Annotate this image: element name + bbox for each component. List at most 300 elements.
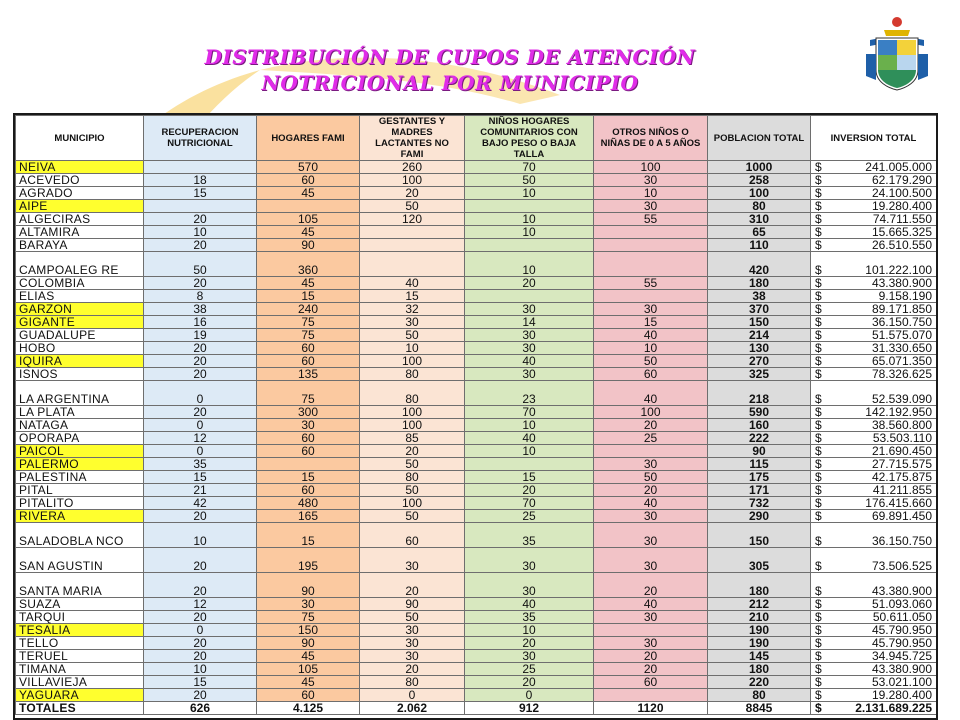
currency-symbol: $ <box>815 559 822 573</box>
cell-gestantes: 90 <box>360 598 465 611</box>
table-row <box>16 419 937 432</box>
cell-hogares-fami: 45 <box>257 187 360 200</box>
inversion-amount: 62.179.290 <box>871 173 932 187</box>
cell-hogares-fami: 195 <box>257 548 360 573</box>
cell-otros-ninos <box>594 290 708 303</box>
cell-otros-ninos: 30 <box>594 548 708 573</box>
currency-symbol: $ <box>815 584 822 598</box>
cell-otros-ninos: 30 <box>594 637 708 650</box>
cell-otros-ninos: 20 <box>594 650 708 663</box>
currency-symbol: $ <box>815 457 822 471</box>
cell-poblacion: 175 <box>708 471 811 484</box>
cell-municipio: AGRADO <box>16 187 144 200</box>
cell-inversion <box>811 213 937 226</box>
currency-symbol: $ <box>815 649 822 663</box>
cell-gestantes: 50 <box>360 510 465 523</box>
cell-recuperacion: 20 <box>144 406 257 419</box>
cell-gestantes: 30 <box>360 637 465 650</box>
cell-gestantes: 30 <box>360 650 465 663</box>
cell-recuperacion: 20 <box>144 689 257 702</box>
cell-ninos-hogares: 50 <box>465 174 594 187</box>
cell-municipio: ALGECIRAS <box>16 213 144 226</box>
cell-poblacion: 180 <box>708 573 811 598</box>
cell-hogares-fami: 150 <box>257 624 360 637</box>
table-row <box>16 573 937 598</box>
cell-recuperacion: 10 <box>144 663 257 676</box>
cell-otros-ninos <box>594 252 708 277</box>
inversion-amount: 51.575.070 <box>871 328 932 342</box>
inversion-amount: 43.380.900 <box>871 662 932 676</box>
cell-inversion <box>811 650 937 663</box>
cell-otros-ninos: 55 <box>594 213 708 226</box>
cell-otros-ninos <box>594 445 708 458</box>
cell-recuperacion: 0 <box>144 419 257 432</box>
cell-municipio: LA PLATA <box>16 406 144 419</box>
cell-poblacion: 590 <box>708 406 811 419</box>
table-row <box>16 445 937 458</box>
inversion-amount: 43.380.900 <box>871 276 932 290</box>
currency-symbol: $ <box>815 675 822 689</box>
cell-hogares-fami: 165 <box>257 510 360 523</box>
cell-poblacion: 115 <box>708 458 811 471</box>
cell-inversion <box>811 277 937 290</box>
inversion-amount: 89.171.850 <box>871 302 932 316</box>
currency-symbol: $ <box>815 405 822 419</box>
inversion-amount: 53.503.110 <box>872 431 932 445</box>
table-header-row <box>16 116 937 161</box>
cell-hogares-fami: 30 <box>257 419 360 432</box>
cell-gestantes <box>360 239 465 252</box>
table-row <box>16 484 937 497</box>
currency-symbol: $ <box>815 238 822 252</box>
cell-poblacion: 222 <box>708 432 811 445</box>
table-row <box>16 548 937 573</box>
cell-otros-ninos: 60 <box>594 676 708 689</box>
cell-inversion <box>811 419 937 432</box>
inversion-amount: 241.005.000 <box>865 160 932 174</box>
cell-gestantes <box>360 226 465 239</box>
cell-municipio: PALERMO <box>16 458 144 471</box>
table-row <box>16 252 937 277</box>
cell-hogares-fami: 60 <box>257 689 360 702</box>
currency-symbol: $ <box>815 276 822 290</box>
cell-ninos-hogares: 30 <box>465 329 594 342</box>
cell-otros-ninos: 20 <box>594 419 708 432</box>
cell-hogares-fami: 75 <box>257 329 360 342</box>
cell-inversion <box>811 497 937 510</box>
cell-hogares-fami: 45 <box>257 650 360 663</box>
table-row <box>16 676 937 689</box>
inversion-amount: 50.611.050 <box>872 610 932 624</box>
currency-symbol: $ <box>815 623 822 637</box>
cell-hogares-fami: 15 <box>257 523 360 548</box>
table-row <box>16 368 937 381</box>
cell-inversion <box>811 187 937 200</box>
cell-poblacion: 160 <box>708 419 811 432</box>
cell-poblacion: 100 <box>708 187 811 200</box>
table-row <box>16 624 937 637</box>
cell-ninos-hogares: 70 <box>465 497 594 510</box>
cell-gestantes: 100 <box>360 497 465 510</box>
inversion-amount: 45.790.950 <box>871 623 932 637</box>
table-row <box>16 355 937 368</box>
cell-gestantes: 30 <box>360 316 465 329</box>
cell-poblacion: 130 <box>708 342 811 355</box>
cell-municipio: HOBO <box>16 342 144 355</box>
header-poblacion: POBLACION TOTAL <box>708 116 811 161</box>
cell-otros-ninos <box>594 226 708 239</box>
cell-hogares-fami: 240 <box>257 303 360 316</box>
inversion-amount: 176.415.660 <box>865 496 932 510</box>
cell-ninos-hogares: 40 <box>465 355 594 368</box>
cell-recuperacion: 20 <box>144 239 257 252</box>
cell-ninos-hogares: 20 <box>465 484 594 497</box>
inversion-amount: 142.192.950 <box>865 405 932 419</box>
cell-recuperacion <box>144 161 257 174</box>
cell-otros-ninos: 100 <box>594 406 708 419</box>
cell-recuperacion: 12 <box>144 432 257 445</box>
cell-ninos-hogares: 25 <box>465 510 594 523</box>
cell-municipio: BARAYA <box>16 239 144 252</box>
cell-recuperacion: 18 <box>144 174 257 187</box>
inversion-amount: 42.175.875 <box>871 470 932 484</box>
cell-hogares-fami: 60 <box>257 355 360 368</box>
cell-recuperacion: 20 <box>144 368 257 381</box>
cell-otros-ninos: 30 <box>594 303 708 316</box>
currency-symbol: $ <box>815 701 822 715</box>
table-row <box>16 471 937 484</box>
cell-otros-ninos: 60 <box>594 368 708 381</box>
cell-recuperacion: 16 <box>144 316 257 329</box>
cell-ninos-hogares: 0 <box>465 689 594 702</box>
currency-symbol: $ <box>815 186 822 200</box>
table-row <box>16 510 937 523</box>
cell-inversion <box>811 676 937 689</box>
cell-inversion <box>811 484 937 497</box>
cell-municipio: PALESTINA <box>16 471 144 484</box>
currency-symbol: $ <box>815 636 822 650</box>
inversion-amount: 52.539.090 <box>871 392 932 406</box>
cell-hogares-fami: 30 <box>257 598 360 611</box>
table-row <box>16 290 937 303</box>
table-row <box>16 200 937 213</box>
header-inversion: INVERSION TOTAL <box>811 116 937 161</box>
currency-symbol: $ <box>815 263 822 277</box>
cell-hogares-fami: 45 <box>257 226 360 239</box>
inversion-amount: 27.715.575 <box>871 457 932 471</box>
cell-ninos-hogares: 25 <box>465 663 594 676</box>
cell-recuperacion: 15 <box>144 471 257 484</box>
cell-municipio: OPORAPA <box>16 432 144 445</box>
currency-symbol: $ <box>815 289 822 303</box>
cell-gestantes: 120 <box>360 213 465 226</box>
inversion-amount: 78.326.625 <box>871 367 932 381</box>
cell-inversion <box>811 510 937 523</box>
cell-inversion <box>811 573 937 598</box>
inversion-amount: 38.560.800 <box>871 418 932 432</box>
cell-hogares-fami: 90 <box>257 573 360 598</box>
cell-inversion <box>811 458 937 471</box>
cell-municipio: CAMPOALEG RE <box>16 252 144 277</box>
cell-hogares-fami: 480 <box>257 497 360 510</box>
cell-otros-ninos <box>594 689 708 702</box>
currency-symbol: $ <box>815 173 822 187</box>
cell-otros-ninos: 20 <box>594 663 708 676</box>
header-recuperacion: RECUPERACION NUTRICIONAL <box>144 116 257 161</box>
inversion-amount: 69.891.450 <box>871 509 932 523</box>
cell-gestantes: 30 <box>360 548 465 573</box>
cell-inversion <box>811 342 937 355</box>
cell-inversion <box>811 523 937 548</box>
cell-otros-ninos: 15 <box>594 316 708 329</box>
cell-municipio: VILLAVIEJA <box>16 676 144 689</box>
cell-otros-ninos: 40 <box>594 598 708 611</box>
title-line-2: NOTRICIONAL POR MUNICIPIO <box>261 71 639 95</box>
cell-inversion <box>811 161 937 174</box>
cell-poblacion: 325 <box>708 368 811 381</box>
cell-ninos-hogares: 30 <box>465 650 594 663</box>
cell-recuperacion: 20 <box>144 650 257 663</box>
cell-otros-ninos: 40 <box>594 329 708 342</box>
cell-recuperacion <box>144 200 257 213</box>
cell-municipio: TIMANA <box>16 663 144 676</box>
cell-hogares-fami: 75 <box>257 381 360 406</box>
cell-inversion <box>811 663 937 676</box>
cell-gestantes: 10 <box>360 342 465 355</box>
cell-inversion <box>811 290 937 303</box>
cell-hogares-fami: 570 <box>257 161 360 174</box>
cell-gestantes: 20 <box>360 445 465 458</box>
cell-otros-ninos: 10 <box>594 342 708 355</box>
cell-otros-ninos: 40 <box>594 497 708 510</box>
currency-symbol: $ <box>815 610 822 624</box>
cell-recuperacion: 8 <box>144 290 257 303</box>
cell-ninos-hogares: 70 <box>465 406 594 419</box>
cell-ninos-hogares: 30 <box>465 368 594 381</box>
cell-municipio: LA ARGENTINA <box>16 381 144 406</box>
inversion-amount: 19.280.400 <box>871 199 932 213</box>
cell-inversion <box>811 624 937 637</box>
cell-otros-ninos: 20 <box>594 573 708 598</box>
currency-symbol: $ <box>815 199 822 213</box>
cell-poblacion: 80 <box>708 689 811 702</box>
header-ninos-hogares: NIÑOS HOGARES COMUNITARIOS CON BAJO PESO O BAJA TALLA <box>465 116 594 161</box>
cell-recuperacion: 42 <box>144 497 257 510</box>
cell-municipio: SANTA MARIA <box>16 573 144 598</box>
cell-gestantes: 50 <box>360 611 465 624</box>
header-hogares-fami: HOGARES FAMI <box>257 116 360 161</box>
table-row <box>16 523 937 548</box>
cell-otros-ninos: 10 <box>594 187 708 200</box>
cell-ninos-hogares: 14 <box>465 316 594 329</box>
currency-symbol: $ <box>815 302 822 316</box>
cell-poblacion: 190 <box>708 637 811 650</box>
cell-total-hogares-fami: 4.125 <box>257 702 360 715</box>
cell-hogares-fami <box>257 200 360 213</box>
cell-gestantes: 100 <box>360 174 465 187</box>
cell-ninos-hogares: 10 <box>465 226 594 239</box>
cell-gestantes: 80 <box>360 676 465 689</box>
table-row <box>16 406 937 419</box>
cell-poblacion: 110 <box>708 239 811 252</box>
cell-hogares-fami: 75 <box>257 316 360 329</box>
cell-recuperacion: 0 <box>144 624 257 637</box>
inversion-amount: 2.131.689.225 <box>855 701 932 715</box>
cell-recuperacion: 20 <box>144 637 257 650</box>
cell-recuperacion: 10 <box>144 226 257 239</box>
cell-hogares-fami: 75 <box>257 611 360 624</box>
cell-recuperacion: 35 <box>144 458 257 471</box>
cell-municipio: NATAGA <box>16 419 144 432</box>
cell-gestantes: 0 <box>360 689 465 702</box>
currency-symbol: $ <box>815 328 822 342</box>
currency-symbol: $ <box>815 315 822 329</box>
cell-recuperacion: 50 <box>144 252 257 277</box>
cell-hogares-fami: 105 <box>257 213 360 226</box>
cell-otros-ninos: 30 <box>594 200 708 213</box>
cell-gestantes: 50 <box>360 484 465 497</box>
cell-gestantes <box>360 252 465 277</box>
cell-inversion <box>811 445 937 458</box>
cell-ninos-hogares: 20 <box>465 676 594 689</box>
cell-gestantes: 100 <box>360 406 465 419</box>
cell-recuperacion: 20 <box>144 213 257 226</box>
cell-municipio: SAN AGUSTIN <box>16 548 144 573</box>
table-row <box>16 239 937 252</box>
inversion-amount: 34.945.725 <box>871 649 932 663</box>
header-otros-ninos: OTROS NIÑOS O NIÑAS DE 0 A 5 AÑOS <box>594 116 708 161</box>
cell-municipio: PITALITO <box>16 497 144 510</box>
table-row <box>16 598 937 611</box>
cell-poblacion: 214 <box>708 329 811 342</box>
inversion-amount: 101.222.100 <box>865 263 932 277</box>
table-row <box>16 213 937 226</box>
table-row <box>16 689 937 702</box>
cell-gestantes: 20 <box>360 187 465 200</box>
table-row <box>16 316 937 329</box>
cell-recuperacion: 0 <box>144 445 257 458</box>
inversion-amount: 21.690.450 <box>871 444 932 458</box>
cell-ninos-hogares: 15 <box>465 471 594 484</box>
cell-municipio: GARZON <box>16 303 144 316</box>
cell-ninos-hogares <box>465 458 594 471</box>
table-row <box>16 611 937 624</box>
cell-ninos-hogares: 10 <box>465 624 594 637</box>
cell-poblacion: 90 <box>708 445 811 458</box>
cell-total-otros-ninos: 1120 <box>594 702 708 715</box>
cell-ninos-hogares: 70 <box>465 161 594 174</box>
cell-otros-ninos: 50 <box>594 355 708 368</box>
cell-gestantes: 20 <box>360 573 465 598</box>
cell-inversion <box>811 368 937 381</box>
cell-otros-ninos: 20 <box>594 484 708 497</box>
cell-poblacion: 80 <box>708 200 811 213</box>
header-gestantes: GESTANTES Y MADRES LACTANTES NO FAMI <box>360 116 465 161</box>
cell-ninos-hogares: 30 <box>465 573 594 598</box>
cell-inversion <box>811 226 937 239</box>
cell-total-recuperacion: 626 <box>144 702 257 715</box>
cell-hogares-fami: 45 <box>257 277 360 290</box>
cell-poblacion: 290 <box>708 510 811 523</box>
cell-poblacion: 370 <box>708 303 811 316</box>
cell-otros-ninos: 25 <box>594 432 708 445</box>
inversion-amount: 36.150.750 <box>871 315 932 329</box>
currency-symbol: $ <box>815 392 822 406</box>
cell-inversion <box>811 702 937 715</box>
cell-total-ninos-hogares: 912 <box>465 702 594 715</box>
cell-recuperacion: 15 <box>144 187 257 200</box>
cell-hogares-fami: 60 <box>257 445 360 458</box>
inversion-amount: 31.330.650 <box>871 341 932 355</box>
table-row <box>16 277 937 290</box>
cell-hogares-fami <box>257 458 360 471</box>
cell-poblacion: 38 <box>708 290 811 303</box>
cell-municipio: YAGUARA <box>16 689 144 702</box>
cell-total-gestantes: 2.062 <box>360 702 465 715</box>
cell-total-poblacion: 8845 <box>708 702 811 715</box>
cell-gestantes: 50 <box>360 200 465 213</box>
cell-municipio: SUAZA <box>16 598 144 611</box>
table-row <box>16 432 937 445</box>
currency-symbol: $ <box>815 354 822 368</box>
cell-hogares-fami: 135 <box>257 368 360 381</box>
cell-poblacion: 218 <box>708 381 811 406</box>
table-row <box>16 303 937 316</box>
inversion-amount: 26.510.550 <box>871 238 932 252</box>
cell-inversion <box>811 406 937 419</box>
inversion-amount: 45.790.950 <box>871 636 932 650</box>
cell-ninos-hogares: 20 <box>465 277 594 290</box>
cell-municipio: PITAL <box>16 484 144 497</box>
cell-poblacion: 210 <box>708 611 811 624</box>
cell-otros-ninos: 40 <box>594 381 708 406</box>
cell-inversion <box>811 548 937 573</box>
coat-of-arms-icon <box>862 14 932 94</box>
cell-municipio: AIPE <box>16 200 144 213</box>
table-row <box>16 663 937 676</box>
inversion-amount: 15.665.325 <box>871 225 932 239</box>
cell-municipio: NEIVA <box>16 161 144 174</box>
table-row <box>16 637 937 650</box>
cell-gestantes: 100 <box>360 355 465 368</box>
cell-otros-ninos: 30 <box>594 458 708 471</box>
cell-gestantes: 100 <box>360 419 465 432</box>
cell-poblacion: 220 <box>708 676 811 689</box>
cell-poblacion: 65 <box>708 226 811 239</box>
cell-hogares-fami: 105 <box>257 663 360 676</box>
cell-recuperacion: 0 <box>144 381 257 406</box>
cell-ninos-hogares: 30 <box>465 548 594 573</box>
cell-totales-label: TOTALES <box>16 702 144 715</box>
cell-hogares-fami: 15 <box>257 290 360 303</box>
currency-symbol: $ <box>815 225 822 239</box>
cell-recuperacion: 10 <box>144 523 257 548</box>
cell-poblacion: 1000 <box>708 161 811 174</box>
currency-symbol: $ <box>815 160 822 174</box>
cell-ninos-hogares: 10 <box>465 445 594 458</box>
cell-municipio: GUADALUPE <box>16 329 144 342</box>
cell-gestantes: 20 <box>360 663 465 676</box>
cell-ninos-hogares: 35 <box>465 523 594 548</box>
table-row <box>16 161 937 174</box>
cell-otros-ninos: 30 <box>594 174 708 187</box>
currency-symbol: $ <box>815 212 822 226</box>
cell-poblacion: 258 <box>708 174 811 187</box>
cell-inversion <box>811 239 937 252</box>
cell-hogares-fami: 90 <box>257 637 360 650</box>
cell-hogares-fami: 300 <box>257 406 360 419</box>
cell-recuperacion: 21 <box>144 484 257 497</box>
